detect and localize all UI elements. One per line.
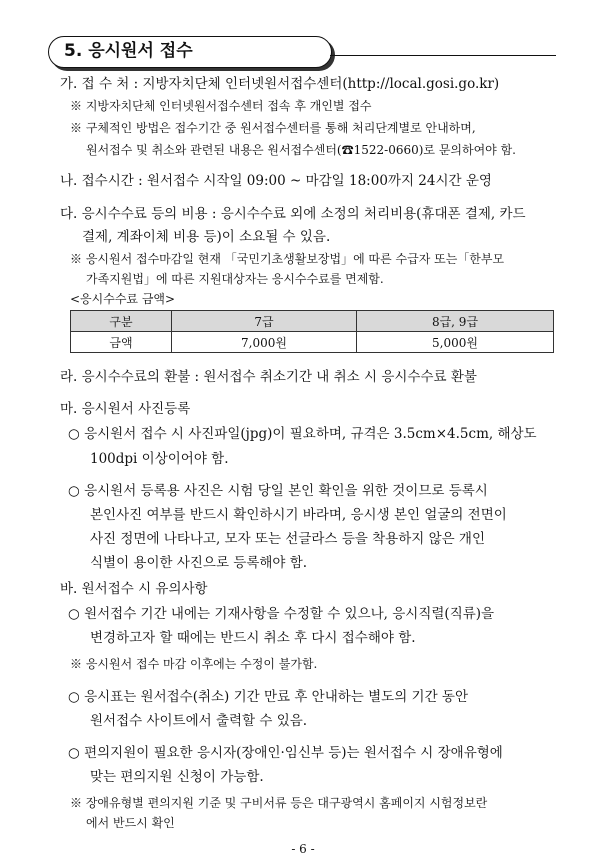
fee-table: [70, 310, 554, 353]
ra-heading: 라. 응시수수료의 환불 : 원서접수 취소기간 내 취소 시 응시수수료 환불: [60, 369, 477, 385]
fee-table-header: 7급: [172, 311, 357, 332]
fee-table-cell: 금액: [71, 332, 172, 353]
ba-bullet-1-line-1: ○ 원서접수 기간 내에는 기재사항을 수정할 수 있으나, 응시직렬(직류)을: [68, 606, 495, 622]
fee-table-caption: <응시수수료 금액>: [70, 292, 176, 306]
da-note-1: ※ 응시원서 접수마감일 현재 「국민기초생활보장법」에 따른 수급자 또는「한부모: [70, 252, 505, 266]
ma-bullet-1-line-2: 100dpi 이상이어야 함.: [90, 451, 229, 467]
fee-table-header: 8급, 9급: [357, 311, 554, 332]
ga-note-1: ※ 지방자치단체 인터넷원서접수센터 접속 후 개인별 접수: [70, 99, 372, 113]
fee-table-cell: 5,000원: [357, 332, 554, 353]
da-note-2: 가족지원법」에 따른 지원대상자는 응시수수료를 면제함.: [86, 272, 384, 286]
section-title: 5. 응시원서 접수: [64, 41, 193, 61]
ba-bullet-2-line-1: ○ 응시표는 원서접수(취소) 기간 만료 후 안내하는 별도의 기간 동안: [68, 689, 468, 705]
ba-heading: 바. 원서접수 시 유의사항: [60, 581, 208, 597]
ma-bullet-1-line-1: ○ 응시원서 접수 시 사진파일(jpg)이 필요하며, 규격은 3.5cm×4.5cm, 해상도: [68, 426, 537, 442]
da-heading-1: 다. 응시수수료 등의 비용 : 응시수수료 외에 소정의 처리비용(휴대폰 결제, 카드: [60, 206, 526, 222]
fee-table-header-row: [71, 311, 554, 332]
ba-bullet-3-line-2: 맞는 편의지원 신청이 가능함.: [90, 769, 264, 785]
ba-bullet-2-line-2: 원서접수 사이트에서 출력할 수 있음.: [90, 713, 308, 729]
na-heading: 나. 접수시간 : 원서접수 시작일 09:00 ~ 마감일 18:00까지 24시간 운영: [60, 173, 492, 189]
ba-bullet-3-line-1: ○ 편의지원이 필요한 응시자(장애인·임신부 등)는 원서접수 시 장애유형에: [68, 745, 503, 761]
ba-note-2-line-1: ※ 장애유형별 편의지원 기준 및 구비서류 등은 대구광역시 홈페이지 시험정보란: [70, 796, 488, 810]
ma-bullet-2-line-2: 본인사진 여부를 반드시 확인하시기 바라며, 응시생 본인 얼굴의 전면이: [90, 507, 507, 523]
da-heading-2: 결제, 계좌이체 비용 등)이 소요될 수 있음.: [82, 229, 331, 245]
fee-table-row: [71, 332, 554, 353]
ma-bullet-2-line-4: 식별이 용이한 사진으로 등록해야 함.: [90, 555, 308, 571]
ga-note-3: 원서접수 및 취소와 관련된 내용은 원서접수센터(☎1522-0660)로 문의하여야 함.: [86, 143, 516, 157]
ba-note-1: ※ 응시원서 접수 마감 이후에는 수정이 불가함.: [70, 657, 318, 671]
ga-note-2: ※ 구체적인 방법은 접수기간 중 원서접수센터를 통해 처리단계별로 안내하며,: [70, 121, 476, 135]
ma-bullet-2-line-1: ○ 응시원서 등록용 사진은 시험 당일 본인 확인을 위한 것이므로 등록시: [68, 483, 488, 499]
title-divider: [330, 55, 556, 56]
fee-table-header: 구분: [71, 311, 172, 332]
page-number: - 6 -: [291, 842, 315, 856]
ba-bullet-1-line-2: 변경하고자 할 때에는 반드시 취소 후 다시 접수해야 함.: [90, 630, 416, 646]
ma-heading: 마. 응시원서 사진등록: [60, 401, 191, 417]
ga-heading: 가. 접 수 처 : 지방자치단체 인터넷원서접수센터(http://local.gosi.go.kr): [60, 76, 500, 92]
ba-note-2-line-2: 에서 반드시 확인: [86, 816, 175, 830]
ma-bullet-2-line-3: 사진 정면에 나타나고, 모자 또는 선글라스 등을 착용하지 않은 개인: [90, 531, 486, 547]
fee-table-cell: 7,000원: [172, 332, 357, 353]
